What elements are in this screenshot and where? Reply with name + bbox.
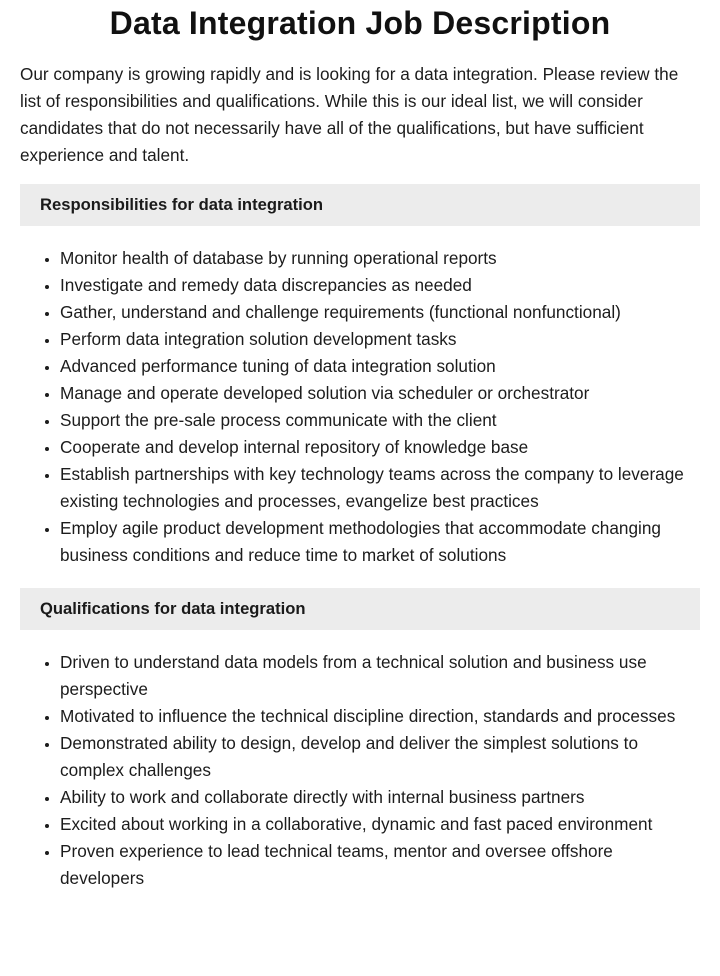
- list-item: • Motivated to influence the technical discipline direction, standards and processes: [60, 703, 700, 730]
- responsibilities-list: [20, 245, 700, 569]
- qualifications-heading: Qualifications for data integration: [20, 588, 700, 630]
- list-item: • Perform data integration solution development tasks: [60, 326, 700, 353]
- intro-paragraph: Our company is growing rapidly and is looking for a data integration. Please review the list of responsibilities and qualifications. While this is our ideal list, we will consider candidates that do not necessarily have all of the qualifications, but have sufficient experience and talent.: [20, 64, 679, 165]
- list-item: • Advanced performance tuning of data integration solution: [60, 353, 700, 380]
- qualifications-list: [20, 649, 700, 892]
- list-item: • Gather, understand and challenge requirements (functional nonfunctional): [60, 299, 700, 326]
- responsibilities-heading: Responsibilities for data integration: [20, 184, 700, 226]
- list-item: • Manage and operate developed solution via scheduler or orchestrator: [60, 380, 700, 407]
- list-item: • Establish partnerships with key technology teams across the company to leverage existing technologies and processes, evangelize best practices: [60, 461, 700, 515]
- list-item: • Cooperate and develop internal repository of knowledge base: [60, 434, 700, 461]
- list-item: • Driven to understand data models from a technical solution and business use perspective: [60, 649, 700, 703]
- list-item: • Support the pre-sale process communicate with the client: [60, 407, 700, 434]
- list-item: • Ability to work and collaborate directly with internal business partners: [60, 784, 700, 811]
- list-item: • Monitor health of database by running operational reports: [60, 245, 700, 272]
- list-item: • Employ agile product development methodologies that accommodate changing business conditions and reduce time to market of solutions: [60, 515, 700, 569]
- list-item: • Excited about working in a collaborative, dynamic and fast paced environment: [60, 811, 700, 838]
- list-item: • Demonstrated ability to design, develop and deliver the simplest solutions to complex challenges: [60, 730, 700, 784]
- list-item: • Proven experience to lead technical teams, mentor and oversee offshore developers: [60, 838, 700, 892]
- page-title: Data Integration Job Description: [109, 5, 611, 41]
- list-item: • Investigate and remedy data discrepancies as needed: [60, 272, 700, 299]
